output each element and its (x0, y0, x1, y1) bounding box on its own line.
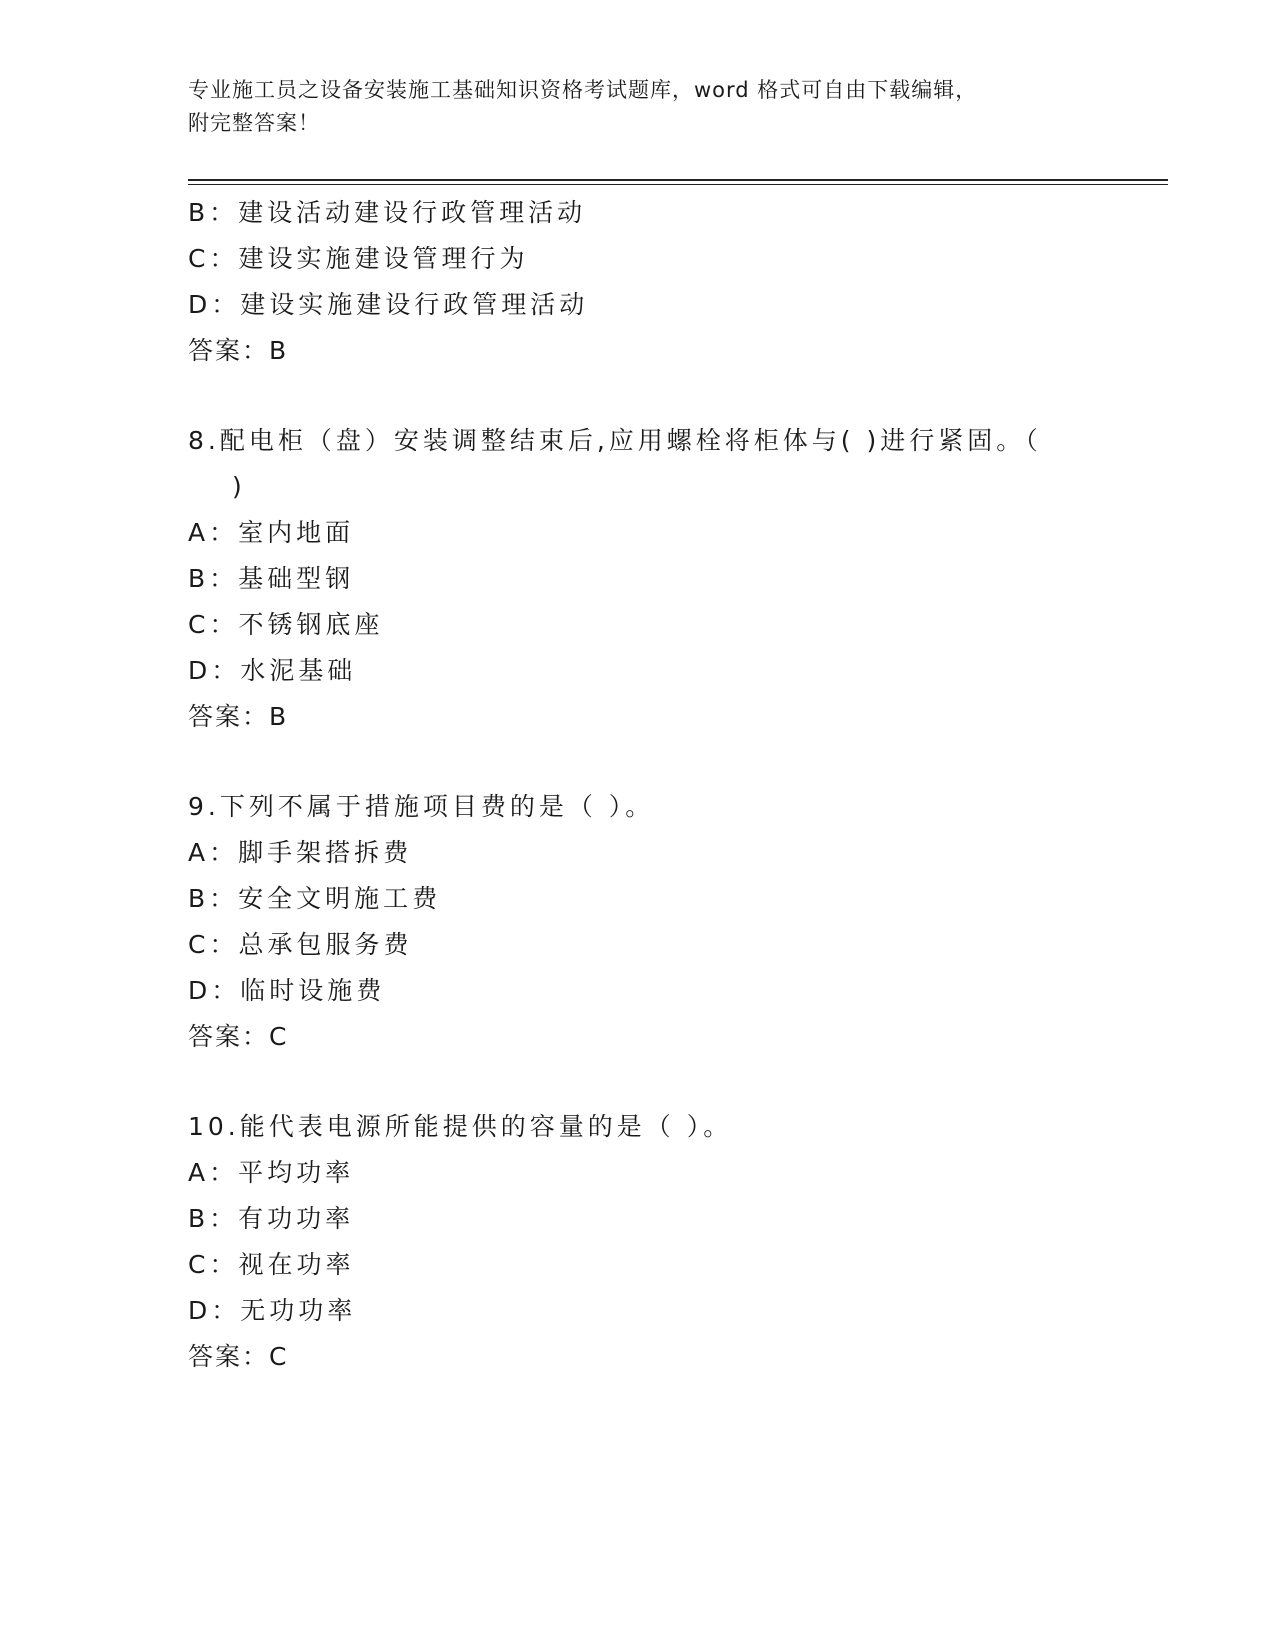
option-a: A：脚手架搭拆费 (188, 838, 413, 867)
answer-line: 答案：C (188, 1342, 289, 1371)
question-stem (188, 418, 1168, 510)
option-b: B：有功功率 (188, 1204, 355, 1233)
answer-line: 答案：C (188, 1022, 289, 1051)
question-stem-line-1: 8.配电柜（盘）安装调整结束后,应用螺栓将柜体与( )进行紧固。（ (188, 426, 1042, 455)
option-d: D：临时设施费 (188, 976, 386, 1005)
option-b: B：建设活动建设行政管理活动 (188, 198, 587, 227)
answer-line: 答案：B (188, 336, 289, 365)
option-c: C：建设实施建设管理行为 (188, 244, 529, 273)
option-c: C：视在功率 (188, 1250, 355, 1279)
option-d: D：无功功率 (188, 1296, 357, 1325)
document-header (188, 74, 1088, 140)
question-list (188, 190, 1168, 1424)
question-stem-line-2: ) (232, 472, 246, 501)
question-partial (188, 190, 1168, 374)
option-b: B：安全文明施工费 (188, 884, 442, 913)
question-stem: 10.能代表电源所能提供的容量的是（ ）。 (188, 1112, 733, 1141)
option-d: D：水泥基础 (188, 656, 357, 685)
header-divider-bottom (188, 184, 1168, 185)
option-c: C：总承包服务费 (188, 930, 413, 959)
option-a: A：平均功率 (188, 1158, 355, 1187)
option-c: C：不锈钢底座 (188, 610, 384, 639)
option-a: A：室内地面 (188, 518, 355, 547)
question-9 (188, 784, 1168, 1060)
option-b: B：基础型钢 (188, 564, 355, 593)
header-divider-top (188, 179, 1168, 181)
header-line-1: 专业施工员之设备安装施工基础知识资格考试题库，word 格式可自由下载编辑， (188, 78, 978, 102)
question-8 (188, 418, 1168, 740)
header-line-2: 附完整答案！ (188, 111, 320, 135)
answer-line: 答案：B (188, 702, 289, 731)
question-10 (188, 1104, 1168, 1380)
option-d: D：建设实施建设行政管理活动 (188, 290, 589, 319)
question-stem: 9.下列不属于措施项目费的是（ ）。 (188, 792, 655, 821)
